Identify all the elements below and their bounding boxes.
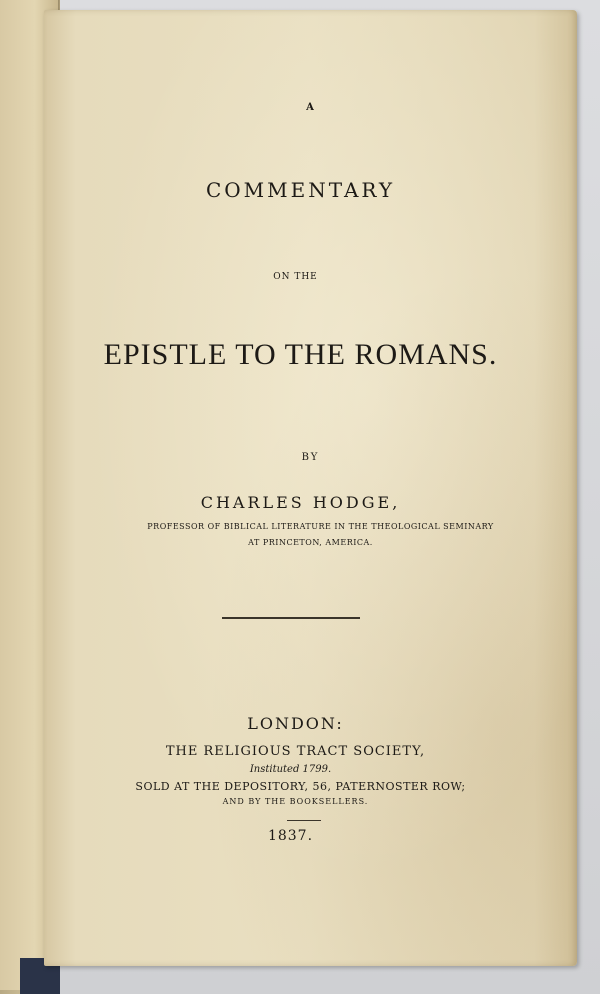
- imprint-publisher: THE RELIGIOUS TRACT SOCIETY,: [165, 744, 426, 759]
- byline-by: BY: [301, 452, 320, 463]
- title-commentary: COMMENTARY: [205, 178, 396, 202]
- imprint-year: 1837.: [267, 828, 314, 844]
- imprint-founded: Instituted 1799.: [249, 764, 332, 775]
- title-article: A: [306, 102, 315, 113]
- imprint-city: LONDON:: [247, 714, 344, 733]
- author-description-line1: PROFESSOR OF BIBLICAL LITERATURE IN THE THEOLOGICAL SEMINARY: [147, 522, 494, 531]
- year-divider: [287, 820, 321, 821]
- title-page: [44, 10, 577, 966]
- title-divider: [222, 617, 360, 619]
- title-on-the: ON THE: [273, 272, 318, 282]
- author-name: CHARLES HODGE,: [200, 493, 401, 512]
- main-title: EPISTLE TO THE ROMANS.: [103, 338, 498, 371]
- author-description-line2: AT PRINCETON, AMERICA.: [248, 538, 373, 547]
- imprint-sold-at: SOLD AT THE DEPOSITORY, 56, PATERNOSTER ROW;: [135, 780, 466, 793]
- imprint-booksellers: AND BY THE BOOKSELLERS.: [222, 797, 369, 806]
